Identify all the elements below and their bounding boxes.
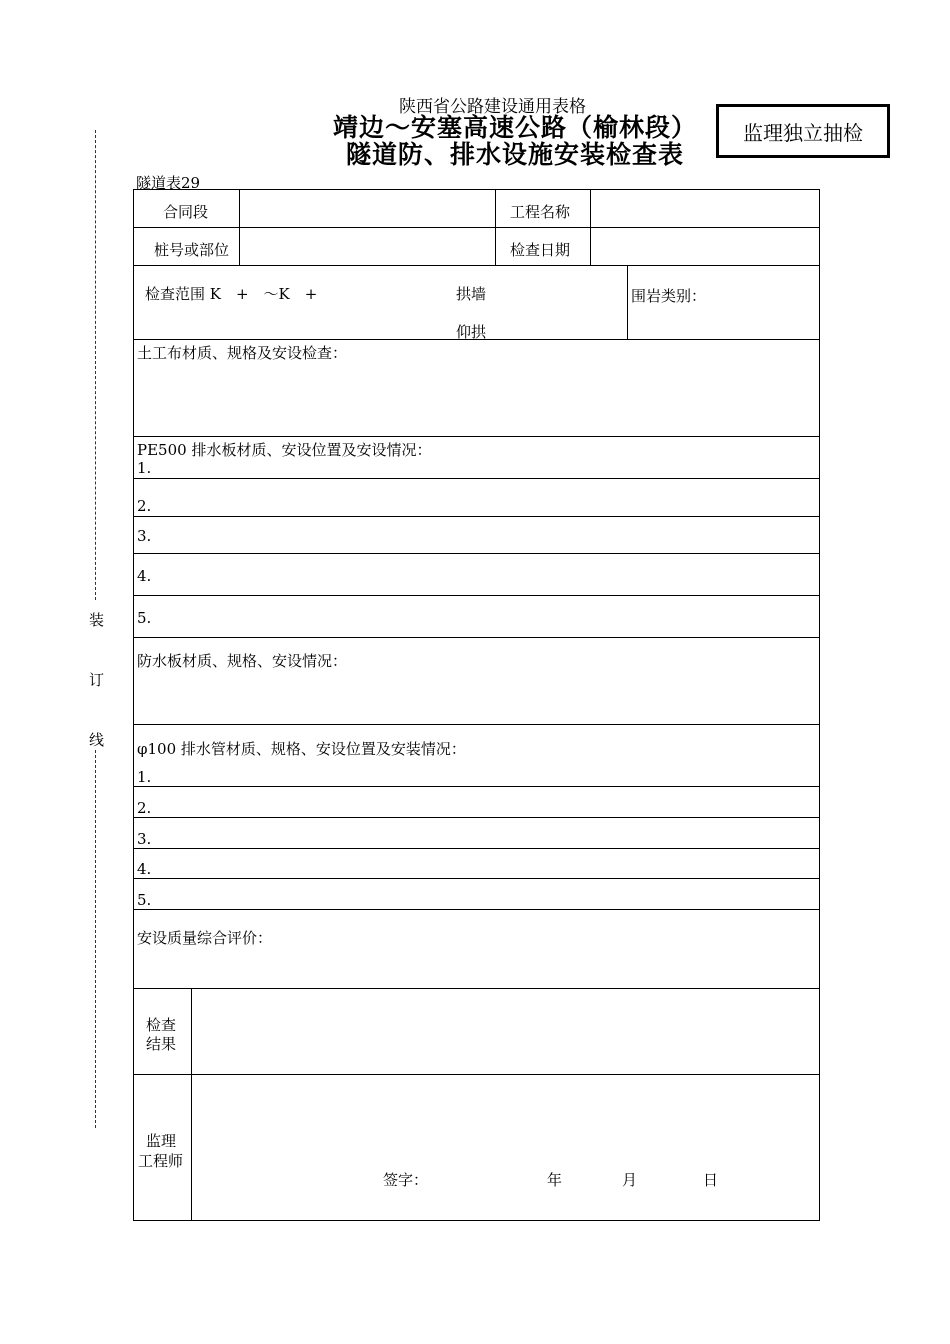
drain-pipe-label: φ100 排水管材质、规格、安设位置及安装情况： <box>137 740 466 758</box>
pe500-item-2: 2. <box>137 497 152 515</box>
row-divider <box>133 553 820 554</box>
binding-dashed-line-bottom <box>95 750 96 1128</box>
rock-class-label: 围岩类别： <box>631 287 707 305</box>
row-divider <box>133 988 820 989</box>
pe500-item-4: 4. <box>137 567 152 585</box>
stamp-label: 监理独立抽检 <box>743 120 863 145</box>
col-divider <box>627 265 628 339</box>
row-divider <box>133 1074 820 1075</box>
inspection-date-label: 检查日期 <box>510 241 571 259</box>
waterproof-board-label: 防水板材质、规格、安设情况： <box>137 652 348 670</box>
col-divider <box>191 988 192 1221</box>
engineer-label-line1: 监理 <box>146 1132 177 1150</box>
pe500-item-1: 1. <box>137 459 152 477</box>
year-label: 年 <box>547 1171 563 1189</box>
drain-pipe-item-4: 4. <box>137 860 152 878</box>
geotextile-label: 土工布材质、规格及安设检查： <box>137 344 348 362</box>
row-divider <box>133 848 820 849</box>
engineer-label-line2: 工程师 <box>138 1152 184 1170</box>
binding-char-2: 订 <box>89 671 105 689</box>
binding-char-1: 装 <box>89 611 105 629</box>
binding-char-3: 线 <box>89 731 105 749</box>
station-label: 桩号或部位 <box>154 241 230 259</box>
row-divider <box>133 817 820 818</box>
row-divider <box>133 516 820 517</box>
month-label: 月 <box>622 1171 638 1189</box>
row-divider <box>133 265 820 266</box>
signature-label: 签字： <box>383 1171 429 1189</box>
row-divider <box>133 595 820 596</box>
independent-check-stamp <box>716 104 890 158</box>
row-divider <box>133 724 820 725</box>
col-divider <box>590 189 591 265</box>
overall-evaluation-label: 安设质量综合评价： <box>137 929 273 947</box>
col-divider <box>239 189 240 265</box>
row-divider <box>133 786 820 787</box>
title-line-1: 靖边～安塞高速公路（榆林段） <box>332 113 697 142</box>
row-divider <box>133 878 820 879</box>
drain-pipe-item-5: 5. <box>137 891 152 909</box>
binding-dashed-line-top <box>95 130 96 600</box>
top-caption: 陕西省公路建设通用表格 <box>399 97 586 117</box>
contract-section-label: 合同段 <box>163 203 209 221</box>
pe500-label: PE500 排水板材质、安设位置及安设情况： <box>137 441 432 459</box>
result-label-line1: 检查 <box>146 1016 177 1034</box>
pe500-item-5: 5. <box>137 609 152 627</box>
project-name-label: 工程名称 <box>510 203 571 221</box>
form-number: 隧道表29 <box>136 174 201 192</box>
row-divider <box>133 227 820 228</box>
drain-pipe-item-1: 1. <box>137 768 152 786</box>
drain-pipe-item-2: 2. <box>137 799 152 817</box>
row-divider <box>133 909 820 910</box>
inspection-range-label: 检查范围 K + ～K + <box>145 285 318 303</box>
row-divider <box>133 478 820 479</box>
row-divider <box>133 436 820 437</box>
result-label-line2: 结果 <box>146 1035 177 1053</box>
col-divider <box>495 189 496 265</box>
drain-pipe-item-3: 3. <box>137 830 152 848</box>
pe500-item-3: 3. <box>137 527 152 545</box>
title-line-2: 隧道防、排水设施安装检查表 <box>345 140 684 169</box>
row-divider <box>133 637 820 638</box>
arch-wall-label: 拱墙 <box>456 285 487 303</box>
day-label: 日 <box>703 1171 719 1189</box>
invert-label: 仰拱 <box>456 323 487 341</box>
